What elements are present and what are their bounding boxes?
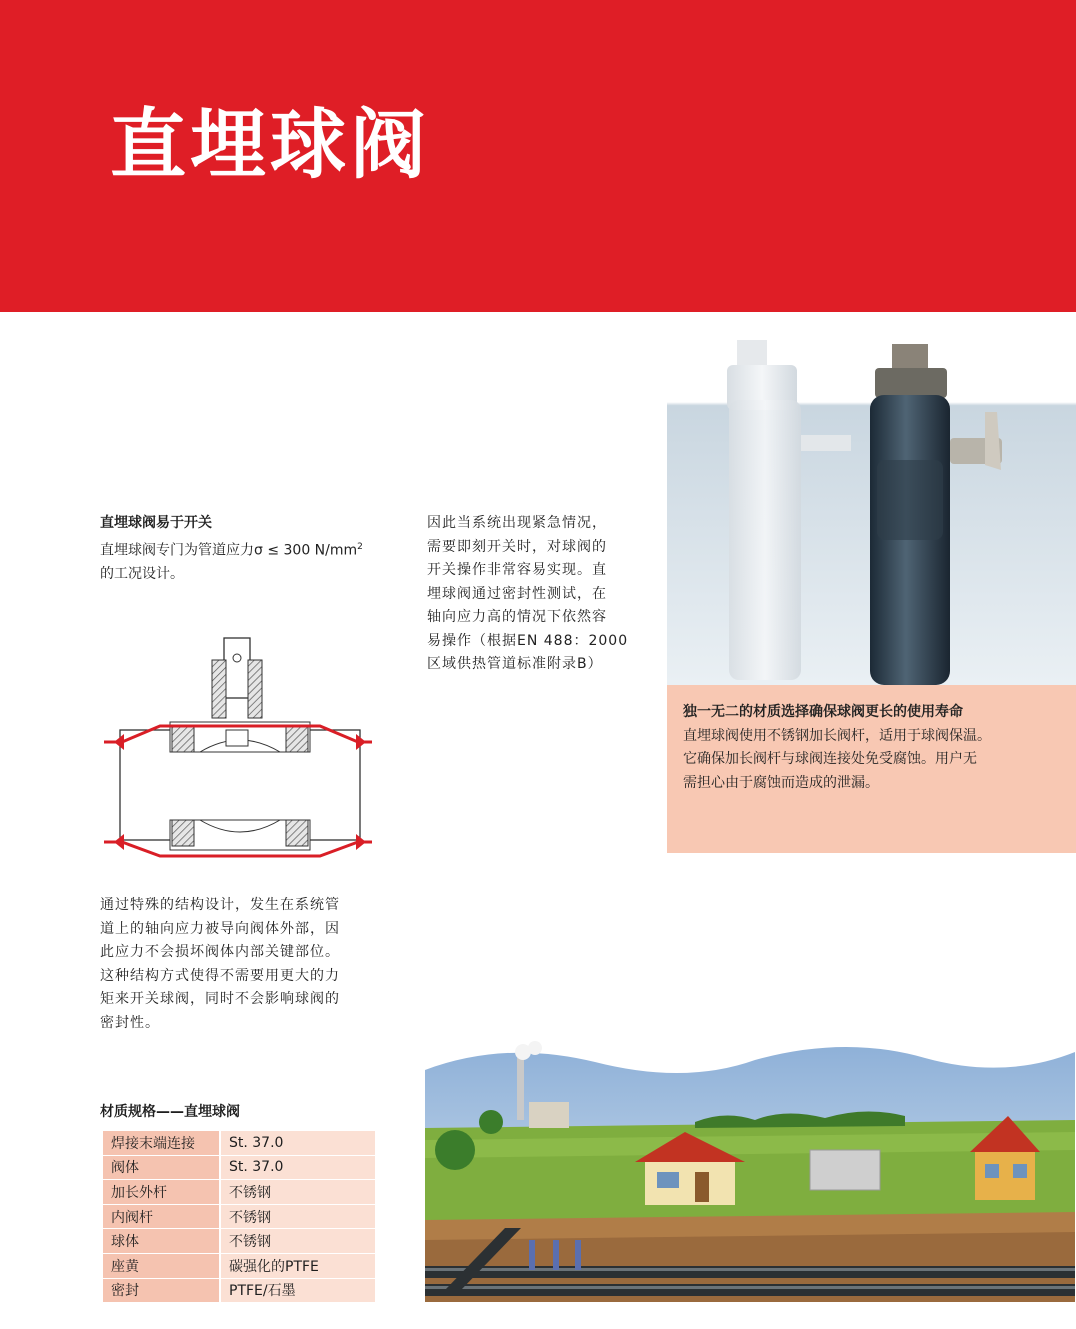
middle-text <box>427 512 647 677</box>
page-title: 直埋球阀 <box>110 100 430 189</box>
table-row <box>103 1155 375 1180</box>
caption-line: 需担心由于腐蚀而造成的泄漏。 <box>683 774 879 791</box>
table-row <box>103 1180 375 1205</box>
spec-table <box>103 1131 375 1303</box>
spec-label: 球体 <box>103 1229 220 1254</box>
middle-line: 需要即刻开关时，对球阀的 <box>427 538 607 555</box>
caption-text <box>683 701 1063 795</box>
district-heating-scene <box>425 1040 1075 1302</box>
intro-sup: 2 <box>357 541 363 552</box>
caption-line: 直埋球阀使用不锈钢加长阀杆，适用于球阀保温。 <box>683 727 991 744</box>
spec-value: St. 37.0 <box>220 1155 375 1180</box>
table-row <box>103 1131 375 1155</box>
spec-value: PTFE/石墨 <box>220 1278 375 1303</box>
spec-value: 不锈钢 <box>220 1229 375 1254</box>
structure-line: 矩来开关球阀，同时不会影响球阀的 <box>100 991 340 1007</box>
table-row <box>103 1253 375 1278</box>
structure-line: 通过特殊的结构设计，发生在系统管 <box>100 897 340 913</box>
spec-title: 材质规格——直埋球阀 <box>100 1104 240 1120</box>
spec-label: 焊接末端连接 <box>103 1131 220 1155</box>
spec-value: St. 37.0 <box>220 1131 375 1155</box>
structure-text <box>100 894 390 1035</box>
spec-label: 座黄 <box>103 1253 220 1278</box>
caption-heading: 独一无二的材质选择确保球阀更长的使用寿命 <box>683 704 963 720</box>
intro-block <box>100 512 400 586</box>
intro-line-2: 的工况设计。 <box>100 565 184 582</box>
spec-value: 不锈钢 <box>220 1180 375 1205</box>
table-row <box>103 1204 375 1229</box>
valve-cross-section-icon <box>100 630 380 870</box>
structure-line: 这种结构方式使得不需要用更大的力 <box>100 967 340 984</box>
structure-line: 此应力不会损坏阀体内部关键部位。 <box>100 944 340 960</box>
title-banner <box>0 0 1076 312</box>
valve-photo <box>667 340 1076 685</box>
spec-label: 内阀杆 <box>103 1204 220 1229</box>
spec-label: 阀体 <box>103 1155 220 1180</box>
spec-value: 碳强化的PTFE <box>220 1253 375 1278</box>
middle-line: 因此当系统出现紧急情况， <box>427 515 607 531</box>
middle-line: 开关操作非常容易实现。直 <box>427 562 607 578</box>
table-row <box>103 1278 375 1303</box>
spec-value: 不锈钢 <box>220 1204 375 1229</box>
caption-line: 它确保加长阀杆与球阀连接处免受腐蚀。用户无 <box>683 751 977 767</box>
spec-label: 加长外杆 <box>103 1180 220 1205</box>
intro-line-1 <box>100 536 400 563</box>
structure-line: 密封性。 <box>100 1014 160 1031</box>
middle-line: 易操作（根据EN 488：2000 <box>427 632 629 649</box>
photo-caption <box>667 685 1076 853</box>
table-row <box>103 1229 375 1254</box>
middle-line: 区域供热管道标准附录B） <box>427 656 603 672</box>
spec-label: 密封 <box>103 1278 220 1303</box>
intro-heading: 直埋球阀易于开关 <box>100 515 212 531</box>
middle-line: 埋球阀通过密封性测试，在 <box>427 585 607 602</box>
middle-line: 轴向应力高的情况下依然容 <box>427 609 607 625</box>
structure-line: 道上的轴向应力被导向阀体外部，因 <box>100 920 340 937</box>
intro-line-1-text: 直埋球阀专门为管道应力σ ≤ 300 N/mm <box>100 542 358 559</box>
